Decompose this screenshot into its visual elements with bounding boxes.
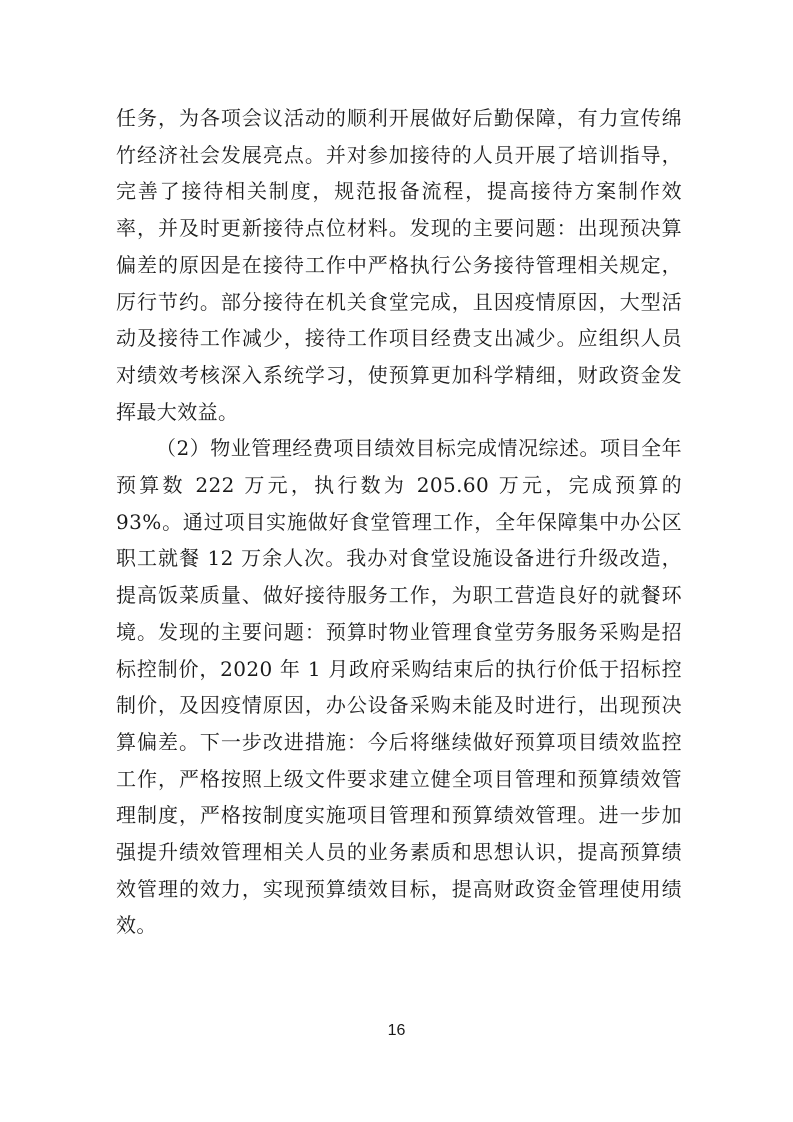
page-number: 16 xyxy=(387,1022,406,1039)
paragraph-property-management: （2）物业管理经费项目绩效目标完成情况综述。项目全年预算数 222 万元，执行数为 205.60 万元，完成预算的 93%。通过项目实施做好食堂管理工作，全年保障集中办公区职工就餐 12 万余人次。我办对食堂设施设备进行升级改造，提高饭菜质量、做好接待服务工作，为职工营造良好的就餐环境。发现的主要问题：预算时物业管理食堂劳务服务采购是招标控制价，2020 年 1 月政府采购结束后的执行价低于招标控制价，及因疫情原因，办公设备采购未能及时进行，出现预决算偏差。下一步改进措施：今后将继续做好预算项目绩效监控工作，严格按照上级文件要求建立健全项目管理和预算绩效管理制度，严格按制度实施项目管理和预算绩效管理。进一步加强提升绩效管理相关人员的业务素质和思想认识，提高预算绩效管理的效力，实现预算绩效目标，提高财政资金管理使用绩效。 xyxy=(116,436,682,938)
document-body xyxy=(116,100,682,944)
paragraph-reception-summary: 任务，为各项会议活动的顺利开展做好后勤保障，有力宣传绵竹经济社会发展亮点。并对参加接待的人员开展了培训指导，完善了接待相关制度，规范报备流程，提高接待方案制作效率，并及时更新接待点位材料。发现的主要问题：出现预决算偏差的原因是在接待工作中严格执行公务接待管理相关规定，厉行节约。部分接待在机关食堂完成，且因疫情原因，大型活动及接待工作减少，接待工作项目经费支出减少。应组织人员对绩效考核深入系统学习，使预算更加科学精细，财政资金发挥最大效益。 xyxy=(116,106,682,424)
